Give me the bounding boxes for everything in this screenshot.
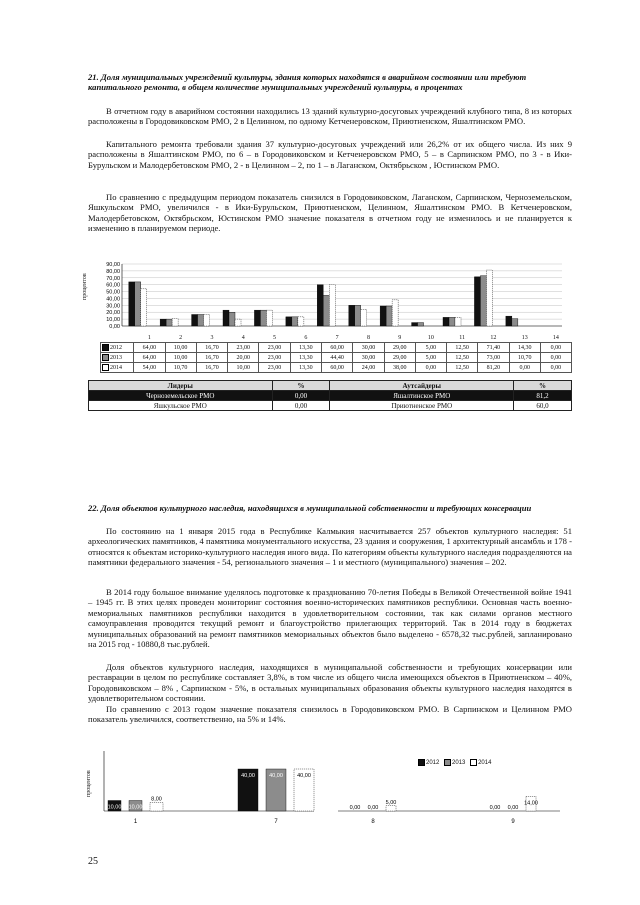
chart-1-ytick-label: 80,00 — [106, 268, 120, 275]
chart-1-category-label: 14 — [552, 334, 559, 341]
chart-1-table-value: 30,00 — [353, 343, 384, 353]
chart-1-table-value: 23,00 — [259, 353, 290, 363]
chart-2-data-label: 14,00 — [524, 800, 538, 807]
chart-1-bar-2013 — [480, 276, 486, 326]
chart-1-bar-2012 — [317, 285, 323, 326]
chart-1-table-value: 5,00 — [415, 353, 446, 363]
leader-1-pct: 0,00 — [272, 391, 330, 401]
legend-2014: 2014 — [478, 760, 492, 767]
chart-1-table-value: 0,00 — [540, 363, 571, 373]
chart-1-category-label: 8 — [366, 334, 370, 341]
chart-1-table-value: 0,00 — [509, 363, 540, 373]
page-number: 25 — [88, 856, 98, 867]
legend-swatch-2013 — [444, 759, 451, 766]
chart-1-table-value: 12,50 — [446, 353, 477, 363]
leader-1: Черноземельское РМО — [89, 391, 273, 401]
chart-1-series-swatch — [102, 364, 109, 371]
chart-2-data-label: 40,00 — [269, 773, 283, 779]
chart-1-table-value: 16,70 — [196, 363, 227, 373]
chart-1-table-value: 13,30 — [290, 353, 321, 363]
chart-1-bar-2013 — [449, 317, 455, 326]
chart-2-category-label: 8 — [371, 819, 375, 825]
chart-2-data-label: 8,00 — [151, 796, 162, 803]
chart-2-data-label: 0,00 — [367, 805, 379, 811]
section-22-para-4: По сравнению с 2013 годом значение показателя снизилось в Городовиковском РМО. В Сарпинском и Целинном РМО показатель увеличился, соответственно, на 5% и 14%. — [88, 704, 572, 725]
chart-1-ytick-label: 10,00 — [106, 317, 120, 324]
chart-1-bar-2012 — [160, 319, 166, 326]
chart-1-series-label: 2012 — [101, 343, 134, 353]
chart-1-bar-2014 — [392, 300, 398, 326]
legend-swatch-2012 — [418, 759, 425, 766]
chart-1-table-value: 16,70 — [196, 343, 227, 353]
leader-2: Яшкульское РМО — [89, 401, 273, 411]
chart-1-bar-2012 — [254, 310, 260, 326]
chart-2-data-label: 0,00 — [489, 805, 501, 811]
chart-1-table-value: 64,00 — [134, 343, 165, 353]
chart-1-bar-2012 — [474, 277, 480, 326]
chart-1-table-value: 81,20 — [478, 363, 509, 373]
chart-2-legend — [418, 759, 491, 766]
chart-1-bar-2013 — [260, 310, 266, 326]
chart-2-data-label: 40,00 — [241, 773, 255, 779]
outsider-1-pct: 81,2 — [514, 391, 572, 401]
chart-1-ytick-label: 60,00 — [106, 282, 120, 289]
chart-1-table-value: 60,00 — [322, 343, 353, 353]
chart-1-table-value: 54,00 — [134, 363, 165, 373]
chart-1-table-value: 10,00 — [165, 353, 196, 363]
chart-1-category-label: 12 — [490, 334, 497, 341]
chart-1-plot — [88, 258, 572, 332]
chart-1-category-label: 1 — [147, 334, 151, 341]
outsider-2-pct: 60,0 — [514, 401, 572, 411]
chart-1-table-value: 16,70 — [196, 353, 227, 363]
chart-1-bar-2013 — [166, 319, 172, 326]
chart-1-table-value: 13,30 — [290, 363, 321, 373]
chart-1-table-value: 5,00 — [415, 343, 446, 353]
chart-1-bar-2013 — [512, 319, 518, 326]
chart-1-bar-2012 — [380, 306, 386, 326]
chart-1-table-value: 60,00 — [322, 363, 353, 373]
chart-1-bar-2012 — [129, 282, 135, 326]
header-leaders-pct: % — [272, 381, 330, 391]
chart-1-bar-2012 — [286, 317, 292, 326]
chart-1-bar-2013 — [355, 305, 361, 326]
chart-1-bar-2012 — [506, 316, 512, 326]
chart-2-category-label: 1 — [133, 819, 138, 825]
chart-1-table-value: 23,00 — [259, 363, 290, 373]
chart-2-bar-2014 — [386, 806, 396, 811]
chart-1-table-value: 20,00 — [228, 353, 259, 363]
chart-1-table-value: 10,70 — [509, 353, 540, 363]
chart-2-data-label: 5,00 — [385, 799, 397, 806]
chart-1-bar-2014 — [298, 317, 304, 326]
section-21-para-2: Капитального ремонта требовали здания 37 культурно-досуговых учреждений или 26,2% от их общего числа. Из них 9 расположены в Яшалтинском РМО, по 6 – в Городовиковском и Кетченеровском РМО, 5 – в Сарпинском РМО, по 3 - в Ики-Бурульском и Малодербетовском РМО, 2 - в Целинном – 2, по 1 – в Лаганском, Октябрьском , Юстинском РМО. — [88, 139, 572, 170]
chart-2-plot — [88, 745, 572, 835]
chart-1-bar-2013 — [323, 295, 329, 326]
section-21-para-3: По сравнению с предыдущим периодом показатель снизился в Городовиковском, Лаганском, Сарпинском, Черноземельском, Яшкульском РМО, увеличился - в Ики-Бурульском, Приютненском, Целинном, Яшалтинском РМО. В Кетченеровском, Малодербетовском, Октябрьском, Юстинском РМО значение показателя в отчетном году не изменилось и не планируется к изменению в планируемом периоде. — [88, 192, 572, 234]
chart-1-ytick-label: 90,00 — [106, 262, 120, 268]
chart-1-category-label: 6 — [304, 334, 308, 341]
outsider-1: Яшалтинское РМО — [330, 391, 514, 401]
chart-1-category-label: 2 — [179, 334, 183, 341]
chart-1-bar-2014 — [235, 319, 241, 326]
chart-1-series-swatch — [102, 354, 109, 361]
chart-1-table-value: 23,00 — [259, 343, 290, 353]
section-21-heading: 21. Доля муниципальных учреждений культуры, здания которых находятся в аварийном состоянии или требуют капитального ремонта, в общем количестве муниципальных учреждений культуры, в процентах — [88, 72, 527, 92]
chart-1-bar-2014 — [266, 310, 272, 326]
chart-1-table-value: 44,40 — [322, 353, 353, 363]
chart-1-data-table — [100, 333, 572, 373]
outsider-2: Приютненское РМО — [330, 401, 514, 411]
chart-1-ytick-label: 20,00 — [106, 310, 120, 317]
chart-1-ytick-label: 30,00 — [106, 303, 120, 310]
chart-1-bar-2013 — [135, 282, 141, 326]
leaders-outsiders-table — [88, 380, 572, 411]
chart-1-bar-2013 — [229, 312, 235, 326]
header-outsiders-pct: % — [514, 381, 572, 391]
chart-1-table-value: 12,50 — [446, 363, 477, 373]
chart-2-ylabel: процентов — [86, 770, 92, 797]
chart-1-table-value: 0,00 — [540, 353, 571, 363]
chart-1-table-value: 14,30 — [509, 343, 540, 353]
chart-2-data-label: 10,00 — [107, 804, 122, 811]
header-leaders: Лидеры — [89, 381, 273, 391]
chart-1-table-value: 30,00 — [353, 353, 384, 363]
chart-2 — [88, 745, 572, 835]
chart-1-ytick-label: 0,00 — [109, 324, 120, 330]
legend-2013: 2013 — [452, 760, 466, 767]
section-21-para-1: В отчетном году в аварийном состоянии находились 13 зданий культурно-досуговых учреждений клубного типа, 8 из которых расположены в Городовиковском РМО, 2 в Целинном, по одному Кетченеровском, Приютненском, Яшалтинском РМО. — [88, 106, 572, 127]
chart-1-bar-2014 — [329, 285, 335, 326]
chart-1-bar-2014 — [361, 309, 367, 326]
chart-2-bar-2014 — [150, 803, 163, 811]
section-22-para-3: Доля объектов культурного наследия, находящихся в муниципальной собственности и требующих консервации или реставрации в целом по республике составляет 3,8%, в том числе из общего числа имеющихся объектов в Приютненском – 40%, Городовиковском – 8% , Сарпинском - 5%, в остальных муниципальных образования объекты культурного наследия находятся в удовлетворительном состоянии. — [88, 662, 572, 704]
chart-1-category-label: 11 — [459, 334, 465, 341]
chart-2-data-label: 0,00 — [349, 805, 361, 811]
chart-1-table-value: 0,00 — [540, 343, 571, 353]
header-outsiders: Аутсайдеры — [330, 381, 514, 391]
chart-1-bar-2013 — [418, 323, 424, 326]
leader-2-pct: 0,00 — [272, 401, 330, 411]
chart-1-table-value: 10,70 — [165, 363, 196, 373]
chart-2-data-label: 10,00 — [128, 804, 143, 811]
legend-swatch-2014 — [470, 759, 477, 766]
chart-1-table-value: 29,00 — [384, 353, 415, 363]
chart-1-bar-2013 — [198, 314, 204, 326]
chart-1-ylabel: процентов — [82, 273, 88, 300]
chart-1-bar-2014 — [486, 270, 492, 326]
chart-1-table-value: 71,40 — [478, 343, 509, 353]
chart-1-bar-2012 — [412, 323, 418, 326]
chart-1-category-label: 4 — [241, 334, 245, 341]
chart-1-ytick-label: 40,00 — [106, 296, 120, 303]
chart-1-bar-2013 — [292, 317, 298, 326]
chart-1-table-value: 73,00 — [478, 353, 509, 363]
chart-1-table-value: 24,00 — [353, 363, 384, 373]
chart-1-table-value: 64,00 — [134, 353, 165, 363]
chart-2-data-label: 0,00 — [507, 805, 519, 811]
chart-2-category-label: 7 — [274, 819, 278, 825]
chart-1-ytick-label: 50,00 — [106, 289, 120, 296]
chart-1-category-label: 5 — [273, 334, 277, 341]
chart-1-table-value: 0,00 — [415, 363, 446, 373]
chart-1-category-label: 10 — [427, 334, 434, 341]
chart-1-category-label: 7 — [335, 334, 339, 341]
chart-1 — [82, 258, 572, 374]
section-22-heading: 22. Доля объектов культурного наследия, находящихся в муниципальной собственности и требующих консервации — [88, 503, 532, 513]
chart-1-bar-2014 — [141, 289, 147, 326]
chart-1-bar-2014 — [172, 319, 178, 326]
chart-1-table-value: 12,50 — [446, 343, 477, 353]
chart-1-table-value: 23,00 — [228, 343, 259, 353]
chart-1-category-label: 3 — [210, 334, 214, 341]
chart-1-ytick-label: 70,00 — [106, 275, 120, 282]
chart-1-bar-2013 — [386, 306, 392, 326]
chart-2-category-label: 9 — [511, 819, 515, 825]
chart-1-bar-2012 — [192, 314, 198, 326]
chart-1-bar-2014 — [204, 314, 210, 326]
chart-1-series-label: 2013 — [101, 353, 134, 363]
legend-2012: 2012 — [426, 760, 440, 767]
chart-1-category-label: 9 — [398, 334, 402, 341]
section-22-para-2: В 2014 году большое внимание уделялось подготовке к празднованию 70-летия Победы в Великой Отечественной войне 1941 – 1945 гг. В этих целях проведен мониторинг состояния военно-исторических памятников республики. Основная часть военно-мемориальных памятников республики находится в удовлетворительном состоянии, так как силами органов местного самоуправления проводится текущий ремонт и благоустройство прилегающих территорий. Так в 2014 году в бюджетах муниципальных образований на ремонт памятников мемориальных объектов было выделено - 6578,32 тыс.рублей, запланировано на 2015 год - 10880,8 тыс.рублей. — [88, 587, 572, 650]
chart-1-series-label: 2014 — [101, 363, 134, 373]
chart-1-table-value: 10,00 — [228, 363, 259, 373]
chart-1-series-swatch — [102, 344, 109, 351]
chart-1-bar-2012 — [223, 310, 229, 326]
chart-1-bar-2012 — [349, 305, 355, 326]
chart-1-table-corner — [101, 333, 134, 343]
section-22-para-1: По состоянию на 1 января 2015 года в Республике Калмыкия насчитывается 257 объектов культурного наследия: 51 археологических памятников, 4 памятника монументального искусства, 23 здания и сооружения, 1 архитектурный ансамбль и 178 - относятся к объектам историко-культурного наследия иного вида. По категориям объекты культурного наследия подразделяются на памятники федерального значения - 54, регионального значения – 1 и местного (муниципального) значения – 202. — [88, 526, 572, 568]
chart-1-table-value: 13,30 — [290, 343, 321, 353]
chart-1-table-value: 10,00 — [165, 343, 196, 353]
chart-1-bar-2012 — [443, 317, 449, 326]
chart-1-bar-2014 — [455, 317, 461, 326]
chart-1-table-value: 29,00 — [384, 343, 415, 353]
chart-1-category-label: 13 — [521, 334, 528, 341]
chart-1-table-value: 38,00 — [384, 363, 415, 373]
chart-2-data-label: 40,00 — [297, 773, 311, 779]
